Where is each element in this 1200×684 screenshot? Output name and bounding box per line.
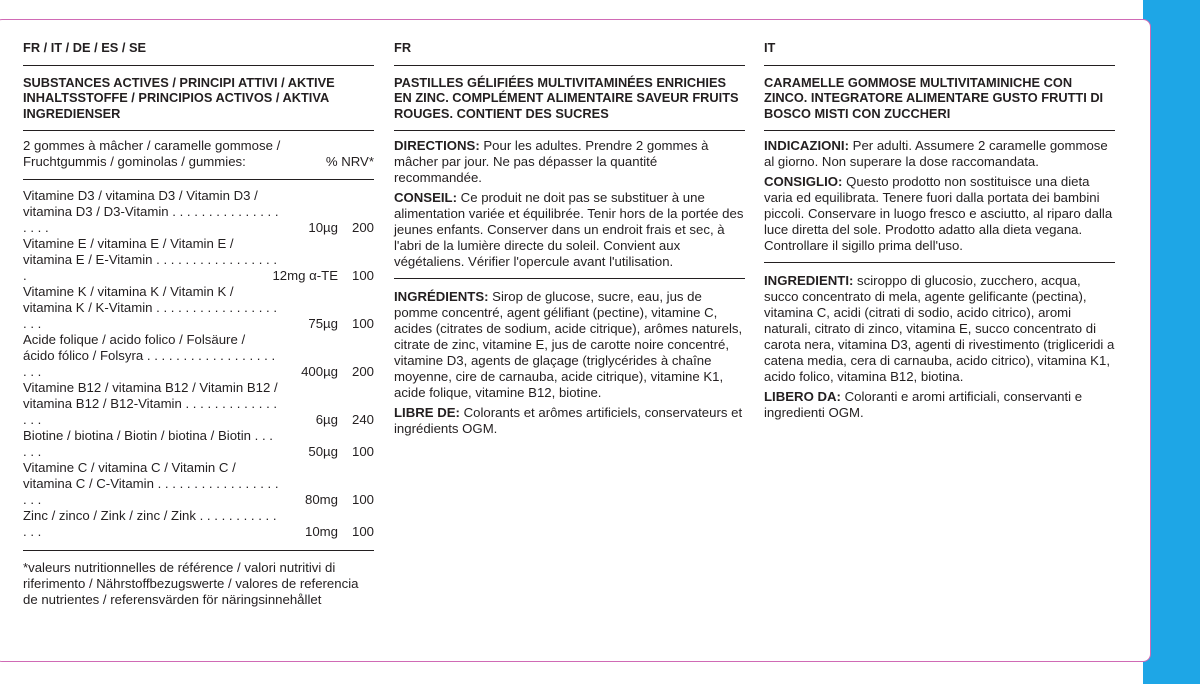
advice-fr <box>394 188 745 278</box>
nutrient-nrv: 100 <box>351 524 374 539</box>
advice-text: Questo prodotto non sostituisce una dieta varia ed equilibrata. Tenere fuori dalla portata dei bambini piccoli. Conservare in luogo fresco e asciutto, al riparo dalla luce diretta del sole. Prodotto adatto alla dieta vegana. Controllare il sigillo prima dell'uso. <box>764 174 1113 253</box>
nutrient-nrv: 240 <box>351 412 374 427</box>
language-heading-it: IT <box>764 40 776 55</box>
nutrient-amount: 80mg <box>305 492 338 507</box>
nutrient-name: Vitamine K / vitamina K / Vitamin K / vitamina K / K-Vitamin . . . . . . . . . . . . . . . . . . . . <box>23 284 278 331</box>
nrv-label: % NRV* <box>325 154 374 169</box>
free-from-it <box>764 387 1115 427</box>
directions-label: INDICAZIONI: <box>764 138 849 153</box>
column-italian <box>764 34 1115 427</box>
column-french <box>394 34 745 443</box>
ingredients-label: INGRÉDIENTS: <box>394 289 489 304</box>
product-title-it: CARAMELLE GOMMOSE MULTIVITAMINICHE CON ZINCO. INTEGRATORE ALIMENTARE GUSTO FRUTTI DI BOSCO MISTI CON ZUCCHERI <box>764 74 1104 121</box>
nutrient-name: Vitamine C / vitamina C / Vitamin C / vitamina C / C-Vitamin . . . . . . . . . . . . . . . . . . . . <box>23 460 279 507</box>
ingredients-label: INGREDIENTI: <box>764 273 854 288</box>
product-title-fr: PASTILLES GÉLIFIÉES MULTIVITAMINÉES ENRICHIES EN ZINC. COMPLÉMENT ALIMENTAIRE SAVEUR FRUITS ROUGES. CONTIENT DES SUCRES <box>394 74 739 121</box>
nutrient-name: Biotine / biotina / Biotin / biotina / Biotin . . . . . . <box>23 428 273 459</box>
advice-label: CONSIGLIO: <box>764 174 843 189</box>
nutrient-nrv: 200 <box>351 220 374 235</box>
free-from-label: LIBRE DE: <box>394 405 460 420</box>
nutrient-amount: 6µg <box>315 412 338 427</box>
directions-it <box>764 131 1115 172</box>
nutrient-name: Acide folique / acido folico / Folsäure / ácido fólico / Folsyra . . . . . . . . . . . . . . . . . . . . . <box>23 332 276 379</box>
nutrient-row <box>23 460 374 508</box>
ingredients-text: sciroppo di glucosio, zucchero, acqua, succo concentrato di mela, agente gelificante (pectina), vitamina C, acidi (citrati di sodio, acido citrico), aromi naturali, citrato di zinco, vitamina E, succo concentrato di carota nera, vitamina D3, agenti di rivestimento (trigliceridi a catena media, cera di carnauba, acido citrico), vitamina K1, acido folico, vitamina B12, biotina. <box>764 273 1115 384</box>
nutrient-nrv: 100 <box>351 268 374 283</box>
directions-label: DIRECTIONS: <box>394 138 480 153</box>
ingredients-it <box>764 263 1115 387</box>
free-from-fr <box>394 403 745 443</box>
nrv-footnote: *valeurs nutritionnelles de référence / valori nutritivi di riferimento / Nährstoffbezugswerte / valores de referencia de nutrientes / referensvärden för näringsinnehållet <box>23 560 359 607</box>
advice-text: Ce produit ne doit pas se substituer à une alimentation variée et équilibrée. Tenir hors de la portée des jeunes enfants. Conserver dans un endroit frais et sec, à l'abri de la lumière directe du soleil. Convient aux végétaliens. Vérifier l'opercule avant l'utilisation. <box>394 190 744 269</box>
nutrient-table <box>23 180 374 550</box>
directions-text: Per adulti. Assumere 2 caramelle gommose al giorno. Non superare la dose raccomandata. <box>764 138 1108 169</box>
dose-block <box>23 131 374 179</box>
nutrient-name: Vitamine B12 / vitamina B12 / Vitamin B12 / vitamina B12 / B12-Vitamin . . . . . . . . . . . . . . . . <box>23 380 278 427</box>
ingredients-fr <box>394 279 745 403</box>
nutrient-nrv: 100 <box>351 492 374 507</box>
nutrient-row <box>23 284 374 332</box>
nutrient-name: Vitamine E / vitamina E / Vitamin E / vitamina E / E-Vitamin . . . . . . . . . . . . . . . . . . <box>23 236 278 283</box>
languages-heading: FR / IT / DE / ES / SE <box>23 40 147 55</box>
nutrient-row <box>23 508 374 540</box>
nutrient-row <box>23 236 374 284</box>
dose-line-1: 2 gommes à mâcher / caramelle gommose / <box>23 138 281 153</box>
language-heading-fr: FR <box>394 40 412 55</box>
directions-fr <box>394 131 745 188</box>
column-multilingual <box>23 34 374 614</box>
free-from-text: Coloranti e aromi artificiali, conservanti e ingredienti OGM. <box>764 389 1083 420</box>
free-from-text: Colorants et arômes artificiels, conservateurs et ingrédients OGM. <box>394 405 743 436</box>
advice-label: CONSEIL: <box>394 190 458 205</box>
dose-line-2: Fruchtgummis / gominolas / gummies: <box>23 154 246 169</box>
nutrient-amount: 50µg <box>308 444 338 459</box>
nutrient-row <box>23 428 374 460</box>
free-from-label: LIBERO DA: <box>764 389 841 404</box>
nutrient-amount: 12mg α-TE <box>272 268 338 283</box>
nutrient-name: Zinc / zinco / Zink / zinc / Zink . . . . . . . . . . . . . . <box>23 508 277 539</box>
nutrient-amount: 75µg <box>308 316 338 331</box>
blue-side-stripe <box>1143 0 1200 684</box>
nutrient-row <box>23 380 374 428</box>
nutrient-nrv: 200 <box>351 364 374 379</box>
nutrient-name: Vitamine D3 / vitamina D3 / Vitamin D3 / vitamina D3 / D3-Vitamin . . . . . . . . . . . . . . . . . . . <box>23 188 279 235</box>
nutrient-row <box>23 188 374 236</box>
nutrient-row <box>23 332 374 380</box>
active-substances-heading: SUBSTANCES ACTIVES / PRINCIPI ATTIVI / AKTIVE INHALTSSTOFFE / PRINCIPIOS ACTIVOS / AKTIVA INGREDIENSER <box>23 74 335 121</box>
nutrient-amount: 10µg <box>308 220 338 235</box>
nutrient-amount: 10mg <box>305 524 338 539</box>
advice-it <box>764 172 1115 262</box>
nutrient-nrv: 100 <box>351 444 374 459</box>
dose-line-2-row <box>23 154 374 170</box>
ingredients-text: Sirop de glucose, sucre, eau, jus de pomme concentré, agent gélifiant (pectine), vitamine C, acides (citrates de sodium, acide citrique), arômes naturels, citrate de zinc, vitamine E, jus de carotte noire concentré, vitamine D3, agents de glaçage (triglycérides à chaîne moyenne, cire de carnauba, acide citrique), vitamine K1, acide folique, vitamine B12, biotine. <box>394 289 743 400</box>
directions-text: Pour les adultes. Prendre 2 gommes à mâcher par jour. Ne pas dépasser la quantité recommandée. <box>394 138 709 185</box>
nutrient-nrv: 100 <box>351 316 374 331</box>
nutrient-amount: 400µg <box>301 364 338 379</box>
